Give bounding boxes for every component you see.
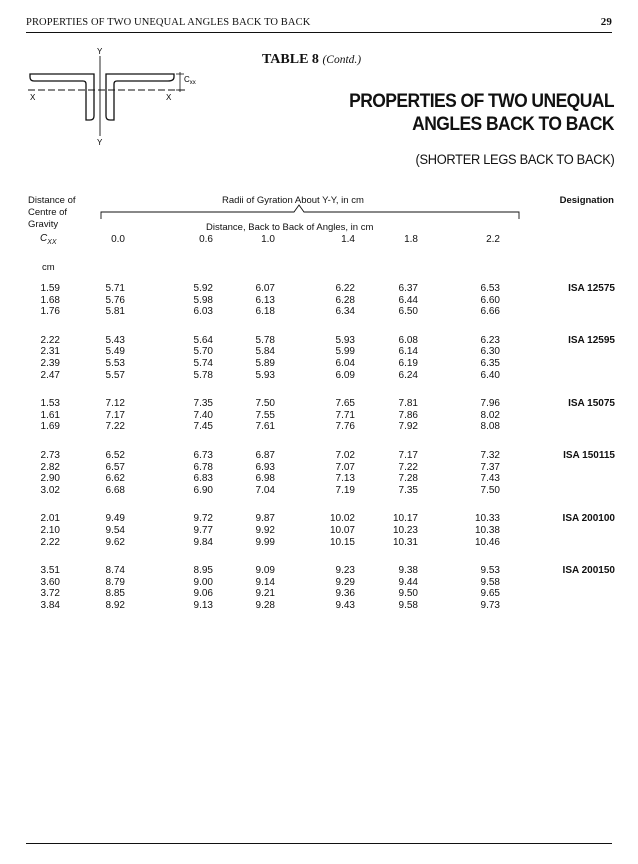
cxx-value: 2.22 xyxy=(40,334,60,346)
table-label: TABLE 8 xyxy=(262,52,319,67)
radius-value: 10.33 xyxy=(474,513,500,525)
column-header: 2.2 xyxy=(486,234,500,245)
radius-value: 8.74 xyxy=(105,565,125,577)
cxx-value: 1.61 xyxy=(40,409,60,421)
designation-label: ISA 200150 xyxy=(562,565,615,577)
radius-value: 6.62 xyxy=(105,473,125,485)
distance-header-line-2: Centre of xyxy=(28,207,68,218)
cxx-value: 2.31 xyxy=(40,346,60,358)
radius-value: 6.22 xyxy=(335,283,355,294)
radius-value: 10.23 xyxy=(392,525,418,536)
radius-value: 7.40 xyxy=(193,409,213,421)
radius-value: 10.15 xyxy=(329,536,355,548)
radius-value: 5.64 xyxy=(193,334,213,346)
radius-value: 7.76 xyxy=(335,421,355,433)
radius-value: 6.07 xyxy=(255,283,275,294)
designation-label: ISA 150115 xyxy=(563,450,615,461)
figure-label-x-left: X xyxy=(30,93,36,102)
radius-value: 9.09 xyxy=(255,565,275,577)
radius-value: 9.65 xyxy=(480,588,500,600)
radius-value: 9.49 xyxy=(105,513,125,525)
cxx-value: 3.60 xyxy=(40,576,60,588)
radius-value: 7.35 xyxy=(193,398,213,410)
radius-value: 9.84 xyxy=(193,536,213,548)
radius-value: 7.92 xyxy=(398,421,418,433)
radius-value: 5.78 xyxy=(255,334,275,346)
radius-value: 6.37 xyxy=(398,283,418,294)
radius-value: 5.99 xyxy=(335,346,355,358)
radius-value: 7.35 xyxy=(398,484,418,496)
radius-value: 9.58 xyxy=(398,600,418,611)
radius-value: 6.66 xyxy=(480,306,500,318)
radius-value: 9.44 xyxy=(398,576,418,588)
figure-label-x-right: X xyxy=(166,93,172,102)
radius-value: 10.46 xyxy=(474,536,500,548)
table-contd: (Contd.) xyxy=(322,54,362,66)
running-header xyxy=(26,13,612,33)
designation-label: ISA 200100 xyxy=(562,513,615,525)
page-number: 29 xyxy=(600,16,612,28)
radii-header: Radii of Gyration About Y-Y, in cm xyxy=(222,195,364,206)
footer-rule xyxy=(26,843,612,844)
radius-value: 5.70 xyxy=(193,346,213,358)
radius-value: 9.21 xyxy=(255,588,275,600)
radius-value: 9.54 xyxy=(105,525,125,536)
radius-value: 6.73 xyxy=(193,450,213,461)
radius-value: 9.72 xyxy=(193,513,213,525)
column-header: 1.8 xyxy=(404,234,418,245)
cxx-value: 1.69 xyxy=(40,421,60,433)
radius-value: 9.92 xyxy=(255,525,275,536)
figure-label-y-top: Y xyxy=(97,47,103,56)
designation-header: Designation xyxy=(559,195,614,206)
radius-value: 10.31 xyxy=(392,536,418,548)
cxx-value: 1.68 xyxy=(40,294,60,306)
designation-label: ISA 12575 xyxy=(568,283,615,294)
cxx-value: 3.72 xyxy=(40,588,60,600)
radius-value: 7.71 xyxy=(335,409,355,421)
radius-value: 6.04 xyxy=(335,358,355,369)
running-header-title: PROPERTIES OF TWO UNEQUAL ANGLES BACK TO BACK xyxy=(26,17,311,28)
radius-value: 7.50 xyxy=(255,398,275,410)
radius-value: 10.17 xyxy=(392,513,418,525)
radius-value: 9.73 xyxy=(480,600,500,611)
radius-value: 7.19 xyxy=(335,484,355,496)
unit-label: cm xyxy=(42,262,55,273)
radius-value: 9.06 xyxy=(193,588,213,600)
radius-value: 9.43 xyxy=(335,600,355,611)
radius-value: 5.49 xyxy=(105,346,125,358)
radius-value: 9.36 xyxy=(335,588,355,600)
radius-value: 10.38 xyxy=(474,525,500,536)
radius-value: 7.28 xyxy=(398,473,418,485)
cxx-value: 3.51 xyxy=(40,565,60,577)
radius-value: 10.02 xyxy=(329,513,355,525)
radius-value: 9.77 xyxy=(193,525,213,536)
radius-value: 6.57 xyxy=(105,461,125,473)
radius-value: 7.81 xyxy=(398,398,418,410)
radius-value: 5.76 xyxy=(105,294,125,306)
title-line-2: ANGLES BACK TO BACK xyxy=(412,114,614,135)
radius-value: 5.74 xyxy=(193,358,213,369)
radius-value: 9.14 xyxy=(255,576,275,588)
radius-value: 10.07 xyxy=(329,525,355,536)
radius-value: 5.81 xyxy=(105,306,125,318)
radius-value: 6.09 xyxy=(335,369,355,381)
designation-label: ISA 12595 xyxy=(568,334,615,346)
radius-value: 5.43 xyxy=(105,334,125,346)
radius-value: 5.71 xyxy=(105,283,125,294)
radius-value: 6.14 xyxy=(398,346,418,358)
table-caption xyxy=(262,52,361,68)
radius-value: 6.34 xyxy=(335,306,355,318)
radius-value: 6.78 xyxy=(193,461,213,473)
radius-value: 9.28 xyxy=(255,600,275,611)
cxx-value: 2.22 xyxy=(40,536,60,548)
radius-value: 6.28 xyxy=(335,294,355,306)
cxx-value: 1.53 xyxy=(40,398,60,410)
page-subtitle: (SHORTER LEGS BACK TO BACK) xyxy=(415,152,614,167)
radius-value: 6.50 xyxy=(398,306,418,318)
radius-value: 6.44 xyxy=(398,294,418,306)
page-title xyxy=(283,90,614,136)
radius-value: 9.99 xyxy=(255,536,275,548)
radius-value: 8.92 xyxy=(105,600,125,611)
radius-value: 9.38 xyxy=(398,565,418,577)
radius-value: 7.45 xyxy=(193,421,213,433)
column-header: 1.4 xyxy=(341,234,355,245)
radius-value: 5.98 xyxy=(193,294,213,306)
distance-header xyxy=(28,195,108,231)
radius-value: 7.55 xyxy=(255,409,275,421)
radius-value: 6.24 xyxy=(398,369,418,381)
radius-value: 7.04 xyxy=(255,484,275,496)
cxx-value: 3.02 xyxy=(40,484,60,496)
radius-value: 8.79 xyxy=(105,576,125,588)
radius-value: 9.62 xyxy=(105,536,125,548)
radius-value: 5.53 xyxy=(105,358,125,369)
radius-value: 6.83 xyxy=(193,473,213,485)
radius-value: 8.95 xyxy=(193,565,213,577)
radius-value: 6.68 xyxy=(105,484,125,496)
figure-label-cxx: $C_{xx}$ xyxy=(184,75,196,86)
radius-value: 7.96 xyxy=(480,398,500,410)
angle-section-figure xyxy=(26,44,216,150)
radius-value: 6.03 xyxy=(193,306,213,318)
radius-value: 6.53 xyxy=(480,283,500,294)
cxx-value: 3.84 xyxy=(40,600,60,611)
column-header: 0.0 xyxy=(111,234,125,245)
radius-value: 7.61 xyxy=(255,421,275,433)
radius-value: 9.53 xyxy=(480,565,500,577)
radius-value: 6.23 xyxy=(480,334,500,346)
radius-value: 7.43 xyxy=(480,473,500,485)
radius-value: 6.35 xyxy=(480,358,500,369)
radius-value: 6.19 xyxy=(398,358,418,369)
radius-value: 5.93 xyxy=(335,334,355,346)
radius-value: 6.40 xyxy=(480,369,500,381)
radius-value: 7.86 xyxy=(398,409,418,421)
cxx-value: 2.10 xyxy=(40,525,60,536)
radius-value: 7.22 xyxy=(105,421,125,433)
cxx-value: 2.01 xyxy=(40,513,60,525)
radius-value: 5.93 xyxy=(255,369,275,381)
radius-value: 7.22 xyxy=(398,461,418,473)
distance-header-line-3: Gravity xyxy=(28,219,59,230)
cxx-value: 2.47 xyxy=(40,369,60,381)
cxx-value: 1.59 xyxy=(40,283,60,294)
title-line-1: PROPERTIES OF TWO UNEQUAL xyxy=(349,91,614,112)
radius-value: 9.87 xyxy=(255,513,275,525)
distance-subheader: Distance, Back to Back of Angles, in cm xyxy=(206,222,374,233)
radius-value: 6.08 xyxy=(398,334,418,346)
radius-value: 9.00 xyxy=(193,576,213,588)
radius-value: 6.93 xyxy=(255,461,275,473)
column-header: 1.0 xyxy=(261,234,275,245)
radius-value: 9.29 xyxy=(335,576,355,588)
radius-value: 5.78 xyxy=(193,369,213,381)
radius-value: 7.37 xyxy=(480,461,500,473)
radius-value: 7.65 xyxy=(335,398,355,410)
radius-value: 6.98 xyxy=(255,473,275,485)
radius-value: 5.84 xyxy=(255,346,275,358)
radius-value: 7.50 xyxy=(480,484,500,496)
radius-value: 6.18 xyxy=(255,306,275,318)
distance-header-line-1: Distance of xyxy=(28,195,76,206)
radius-value: 6.30 xyxy=(480,346,500,358)
column-header: 0.6 xyxy=(199,234,213,245)
radius-value: 9.23 xyxy=(335,565,355,577)
radius-value: 8.02 xyxy=(480,409,500,421)
cxx-value: 2.82 xyxy=(40,461,60,473)
radius-value: 9.50 xyxy=(398,588,418,600)
radius-value: 7.12 xyxy=(105,398,125,410)
cxx-value: 2.39 xyxy=(40,358,60,369)
cxx-value: 2.73 xyxy=(40,450,60,461)
radius-value: 5.92 xyxy=(193,283,213,294)
figure-label-y-bottom: Y xyxy=(97,138,103,147)
radius-value: 7.17 xyxy=(398,450,418,461)
radius-value: 6.60 xyxy=(480,294,500,306)
radius-value: 6.52 xyxy=(105,450,125,461)
radius-value: 7.32 xyxy=(480,450,500,461)
radius-value: 6.87 xyxy=(255,450,275,461)
radius-value: 8.08 xyxy=(480,421,500,433)
designation-label: ISA 15075 xyxy=(568,398,615,410)
radius-value: 7.17 xyxy=(105,409,125,421)
radius-value: 5.57 xyxy=(105,369,125,381)
radius-value: 8.85 xyxy=(105,588,125,600)
radius-value: 7.13 xyxy=(335,473,355,485)
radius-value: 7.07 xyxy=(335,461,355,473)
cxx-header: $C_{XX}$ xyxy=(40,233,57,246)
radius-value: 9.13 xyxy=(193,600,213,611)
radius-value: 7.02 xyxy=(335,450,355,461)
radius-value: 5.89 xyxy=(255,358,275,369)
radius-value: 6.13 xyxy=(255,294,275,306)
radius-value: 9.58 xyxy=(480,576,500,588)
radius-value: 6.90 xyxy=(193,484,213,496)
cxx-value: 2.90 xyxy=(40,473,60,485)
cxx-value: 1.76 xyxy=(40,306,60,318)
